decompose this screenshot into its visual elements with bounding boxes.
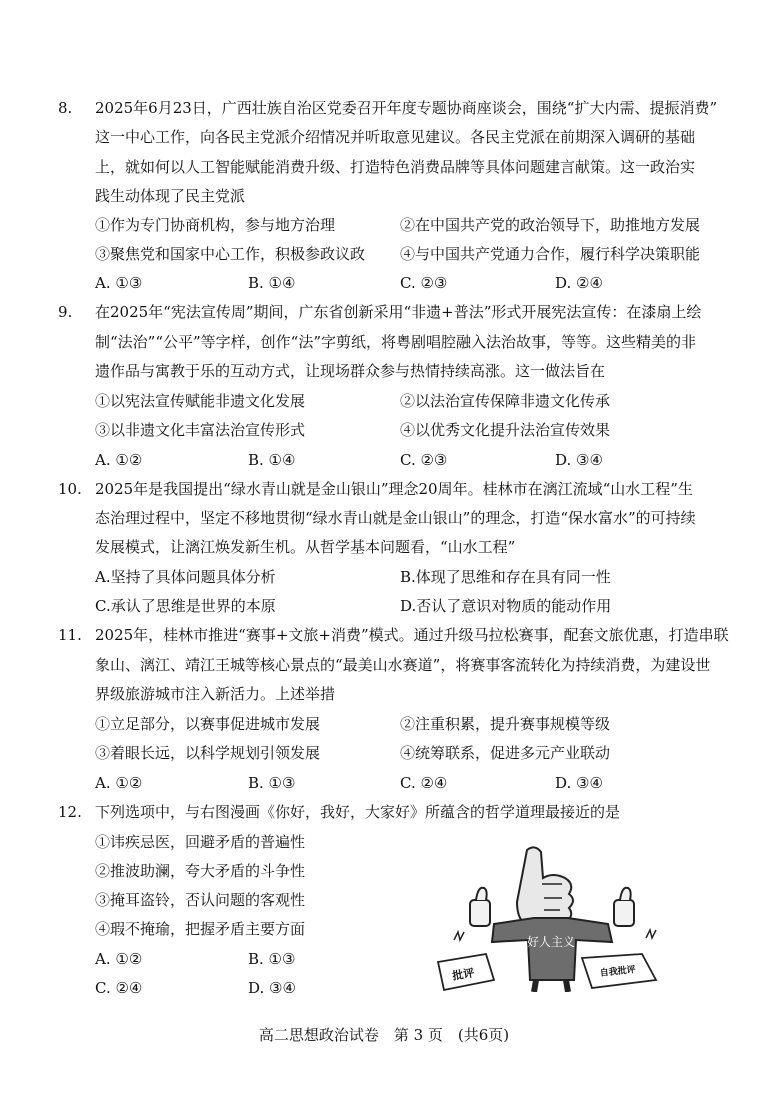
- page-footer: 高二思想政治试卷 第 3 页 (共6页): [258, 1026, 510, 1044]
- stem-line: 上，就如何以人工智能赋能消费升级、打造特色消费品牌等具体问题建言献策。这一政治实: [95, 158, 696, 176]
- statement: ④与中国共产党通力合作，履行科学决策职能: [400, 245, 701, 263]
- choice-c[interactable]: C. ②③: [400, 274, 448, 292]
- question-number: 9.: [58, 303, 73, 321]
- choice-a[interactable]: A. ①②: [95, 451, 143, 469]
- choice-c[interactable]: C.承认了思维是世界的本原: [95, 597, 276, 615]
- statement: ④瑕不掩瑜，把握矛盾主要方面: [95, 920, 306, 938]
- stem-line: 2025年，桂林市推进“赛事+文旅+消费”模式。通过升级马拉松赛事，配套文旅优惠，打造串联: [95, 626, 729, 644]
- statement: ②以法治宣传保障非遗文化传承: [400, 392, 611, 410]
- choice-b[interactable]: B. ①④: [248, 274, 296, 292]
- stem-line: 下列选项中，与右图漫画《你好，我好，大家好》所蕴含的哲学道理最接近的是: [95, 803, 621, 821]
- stem-line: 遗作品与寓教于乐的互动方式，让现场群众参与热情持续高涨。这一做法旨在: [95, 362, 606, 380]
- left-thumb: [470, 888, 490, 926]
- choice-d[interactable]: D. ③④: [555, 774, 603, 792]
- shirt-text: 好人主义: [526, 935, 576, 949]
- stem-line: 发展模式，让漓江焕发新生机。从哲学基本问题看，“山水工程”: [95, 538, 516, 556]
- stem-line: 界级旅游城市注入新活力。上述举措: [95, 685, 336, 703]
- choice-d[interactable]: D. ②④: [555, 274, 603, 292]
- statement: ②在中国共产党的政治领导下，助推地方发展: [400, 216, 701, 234]
- choice-d[interactable]: D.否认了意识对物质的能动作用: [400, 597, 612, 615]
- stem-line: 象山、漓江、靖江王城等核心景点的“最美山水赛道”，将赛事客流转化为持续消费，为建设世: [95, 656, 711, 674]
- statement: ①立足部分，以赛事促进城市发展: [95, 715, 321, 733]
- choice-a[interactable]: A. ①②: [95, 774, 143, 792]
- choice-a[interactable]: A. ①②: [95, 950, 143, 968]
- statement: ①以宪法宣传赋能非遗文化发展: [95, 392, 306, 410]
- choice-b[interactable]: B. ①③: [248, 950, 296, 968]
- statement: ②推波助澜，夸大矛盾的斗争性: [95, 862, 306, 880]
- choice-d[interactable]: D. ③④: [248, 979, 296, 997]
- stem-line: 在2025年“宪法宣传周”期间，广东省创新采用“非遗+普法”形式开展宪法宣传：在漆扇上绘: [95, 303, 702, 321]
- question-number: 10.: [58, 480, 82, 498]
- choice-b[interactable]: B.体现了思维和存在具有同一性: [400, 568, 611, 586]
- stem-line: 态治理过程中，坚定不移地贯彻“绿水青山就是金山银山”的理念，打造“保水富水”的可持续: [95, 509, 696, 527]
- paper-left-text: 批评: [451, 966, 476, 983]
- question-number: 11.: [58, 626, 82, 644]
- right-thumb: [614, 888, 634, 926]
- stem-line: 这一中心工作，向各民主党派介绍情况并听取意见建议。各民主党派在前期深入调研的基础: [95, 128, 696, 146]
- statement: ③掩耳盗铃，否认问题的客观性: [95, 891, 306, 909]
- stem-line: 践生动体现了民主党派: [95, 187, 246, 205]
- cartoon-illustration: [432, 842, 672, 992]
- statement: ④统筹联系，促进多元产业联动: [400, 744, 611, 762]
- paper-left: [438, 954, 494, 990]
- choice-b[interactable]: B. ①④: [248, 451, 296, 469]
- statement: ④以优秀文化提升法治宣传效果: [400, 421, 611, 439]
- statement: ③以非遗文化丰富法治宣传形式: [95, 421, 306, 439]
- choice-c[interactable]: C. ②④: [95, 979, 143, 997]
- statement: ①作为专门协商机构，参与地方治理: [95, 216, 336, 234]
- statement: ①讳疾忌医，回避矛盾的普遍性: [95, 833, 306, 851]
- question-number: 12.: [58, 803, 82, 821]
- statement: ③聚焦党和国家中心工作，积极参政议政: [95, 245, 366, 263]
- choice-a[interactable]: A. ①③: [95, 274, 143, 292]
- choice-c[interactable]: C. ②③: [400, 451, 448, 469]
- stem-line: 2025年6月23日，广西壮族自治区党委召开年度专题协商座谈会，围绕“扩大内需、提振消费”: [95, 99, 718, 117]
- question-number: 8.: [58, 99, 73, 117]
- choice-c[interactable]: C. ②④: [400, 774, 448, 792]
- statement: ②注重积累，提升赛事规模等级: [400, 715, 611, 733]
- choice-a[interactable]: A.坚持了具体问题具体分析: [95, 568, 276, 586]
- choice-b[interactable]: B. ①③: [248, 774, 296, 792]
- paper-right: [582, 954, 656, 988]
- paper-right-text: 自我批评: [599, 965, 637, 979]
- choice-d[interactable]: D. ③④: [555, 451, 603, 469]
- statement: ③着眼长远，以科学规划引领发展: [95, 744, 321, 762]
- stem-line: 2025年是我国提出“绿水青山就是金山银山”理念20周年。桂林市在漓江流域“山水工程”生: [95, 480, 693, 498]
- thumb-head: [517, 847, 573, 922]
- stem-line: 制“法治”“公平”等字样，创作“法”字剪纸，将粤剧唱腔融入法治故事，等等。这些精美的非: [95, 333, 697, 351]
